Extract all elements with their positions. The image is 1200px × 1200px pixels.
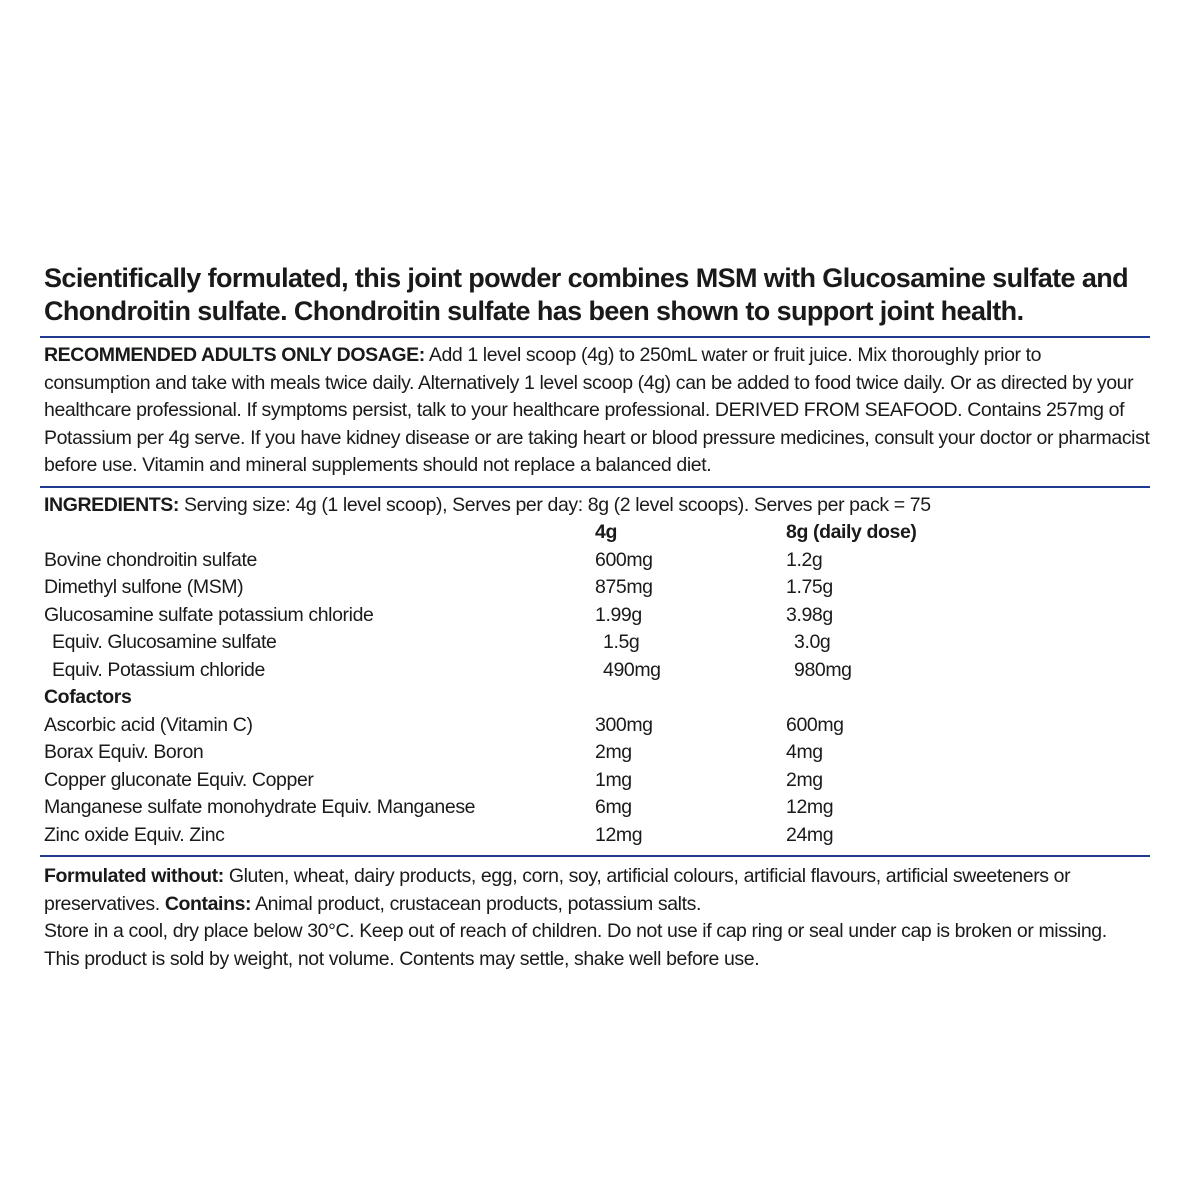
column-header-4g: 4g — [595, 521, 617, 543]
value-4g: 1.5g — [603, 631, 640, 653]
dosage-paragraph — [44, 342, 1150, 480]
value-4g: 1mg — [595, 768, 632, 791]
value-4g: 6mg — [595, 796, 632, 818]
cofactors-heading: Cofactors — [44, 686, 132, 708]
value-8g: 24mg — [786, 823, 834, 846]
value-8g: 980mg — [794, 658, 852, 681]
value-8g: 1.75g — [786, 576, 833, 598]
divider-rule — [40, 486, 1150, 488]
footer-paragraph — [44, 863, 1150, 973]
value-4g: 875mg — [595, 576, 653, 598]
contains-label: Contains: — [164, 892, 252, 915]
value-8g: 12mg — [786, 796, 834, 818]
ingredient-name: Glucosamine sulfate potassium chloride — [44, 603, 374, 626]
cofactor-rows — [44, 712, 1150, 850]
table-row — [44, 822, 1150, 850]
value-4g: 1.99g — [595, 603, 642, 626]
contains-text: Animal product, crustacean products, potassium salts. — [251, 892, 702, 915]
dosage-label: RECOMMENDED ADULTS ONLY DOSAGE: — [44, 344, 425, 366]
ingredient-name: Copper gluconate Equiv. Copper — [44, 768, 314, 791]
headline: Scientifically formulated, this joint powder combines MSM with Glucosamine sulfate and Chondroitin sulfate. Chondroitin sulfate has been shown to support joint health. — [44, 263, 1129, 326]
weight-text: This product is sold by weight, not volume. Contents may settle, shake well before use. — [44, 947, 760, 970]
value-8g: 4mg — [786, 741, 823, 763]
ingredient-name: Ascorbic acid (Vitamin C) — [44, 713, 253, 736]
ingredients-text: Serving size: 4g (1 level scoop), Serves per day: 8g (2 level scoops). Serves per pack = 75 — [178, 493, 931, 516]
table-row — [44, 657, 1150, 685]
divider-rule — [40, 855, 1150, 857]
ingredients-table — [44, 492, 1150, 850]
ingredient-name: Bovine chondroitin sulfate — [44, 548, 257, 571]
value-8g: 3.0g — [794, 631, 831, 653]
formulated-without-label: Formulated without: — [44, 865, 224, 887]
ingredient-name: Manganese sulfate monohydrate Equiv. Manganese — [44, 796, 476, 818]
product-label — [44, 262, 1150, 979]
table-row — [44, 739, 1150, 767]
value-4g: 600mg — [595, 548, 653, 571]
ingredients-label: INGREDIENTS: — [44, 493, 179, 516]
value-4g: 490mg — [603, 658, 661, 681]
storage-text: Store in a cool, dry place below 30°C. Keep out of reach of children. Do not use if cap ring or seal under cap is broken or missing. — [44, 920, 1107, 942]
ingredients-intro — [44, 492, 1150, 520]
value-4g: 2mg — [595, 741, 632, 763]
formulated-without-text: Gluten, wheat, dairy products, egg, corn, soy, artificial colours, artificial flavours, artificial sweeteners or preservatives. — [44, 865, 1071, 915]
ingredients-header-row — [44, 519, 1150, 547]
table-row — [44, 712, 1150, 740]
table-row — [44, 547, 1150, 575]
ingredient-name: Equiv. Potassium chloride — [52, 658, 265, 681]
ingredient-name: Borax Equiv. Boron — [44, 741, 204, 763]
divider-rule — [40, 336, 1150, 338]
ingredient-name: Dimethyl sulfone (MSM) — [44, 576, 244, 598]
value-8g: 3.98g — [786, 603, 833, 626]
table-row — [44, 794, 1150, 822]
value-8g: 2mg — [786, 768, 823, 791]
ingredient-name: Zinc oxide Equiv. Zinc — [44, 823, 225, 846]
table-row — [44, 629, 1150, 657]
value-8g: 600mg — [786, 713, 844, 736]
value-4g: 300mg — [595, 713, 653, 736]
value-8g: 1.2g — [786, 548, 823, 571]
table-row — [44, 574, 1150, 602]
value-4g: 12mg — [595, 823, 643, 846]
dosage-text: Add 1 level scoop (4g) to 250mL water or fruit juice. Mix thoroughly prior to consumption and take with meals twice daily. Alternatively 1 level scoop (4g) can be added to food twice daily. Or as directed by your healthcare professional. If symptoms persist, talk to your healthcare professional. DERIVED FROM SEAFOOD. Contains 257mg of Potassium per 4g serve. If you have kidney disease or are taking heart or blood pressure medicines, consult your doctor or pharmacist before use. Vitamin and mineral supplements should not replace a balanced diet. — [44, 344, 1150, 476]
ingredient-name: Equiv. Glucosamine sulfate — [52, 631, 277, 653]
table-row — [44, 767, 1150, 795]
table-row — [44, 602, 1150, 630]
column-header-8g: 8g (daily dose) — [786, 521, 917, 543]
ingredient-rows — [44, 547, 1150, 685]
